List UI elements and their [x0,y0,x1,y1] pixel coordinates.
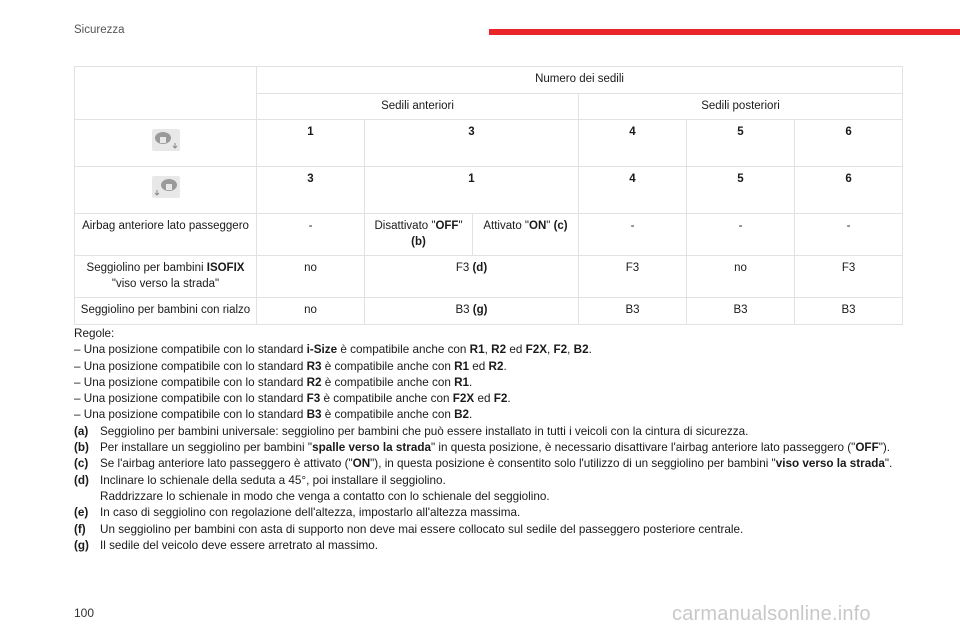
note-text: Se l'airbag anteriore lato passeggero è attivato ("ON"), in questa posizione è consentito solo l'utilizzo di un seggiolino per bambini "viso verso la strada". [100,457,893,471]
note-key: (e) [74,506,89,520]
note-text: Inclinare lo schienale della seduta a 45°, poi installare il seggiolino. Raddrizzare lo schienale in modo che venga a contatto con lo schienale del seggiolino. [100,473,550,503]
cell-value: 6 [795,120,903,167]
cell-value: 3 [257,167,365,214]
note-text: Un seggiolino per bambini con asta di supporto non deve mai essere collocato sul sedile del passeggero posteriore centrale. [100,522,744,536]
front-seats-header: Sedili anteriori [257,93,579,120]
note-text: In caso di seggiolino con regolazione dell'altezza, impostarlo all'altezza massima. [100,506,521,520]
row-label: Seggiolino per bambini con rialzo [75,298,257,325]
cell-value: 3 [365,120,579,167]
section-title: Sicurezza [74,24,125,36]
cell-value: no [257,298,365,325]
note-item [74,522,904,538]
row-label: Airbag anteriore lato passeggero [75,214,257,256]
seat-airbag-icon [149,173,183,201]
note-item [74,538,904,554]
seat-airbag-icon [149,126,183,154]
table-row [75,120,903,167]
rule-item: – Una posizione compatibile con lo standard R2 è compatibile anche con R1. [74,375,473,389]
note-text: Seggiolino per bambini universale: seggiolino per bambini che può essere installato in tutti i veicoli con la cintura di sicurezza. [100,424,749,438]
watermark: carmanualsonline.info [672,603,871,625]
rule-item: – Una posizione compatibile con lo standard R3 è compatibile anche con R1 ed R2. [74,359,507,373]
cell-value: Attivato "ON" (c) [473,214,579,256]
page-number: 100 [74,606,95,620]
note-key: (g) [74,538,89,552]
rules-heading: Regole: [74,327,115,340]
table-title: Numero dei sedili [257,67,903,94]
cell-value: 4 [579,120,687,167]
table-row [75,298,903,325]
rear-seats-header: Sedili posteriori [579,93,903,120]
cell-value: Disattivato "OFF" (b) [365,214,473,256]
row-icon-cell [75,120,257,167]
note-item [74,440,904,456]
row-label: Seggiolino per bambini ISOFIX "viso verso la strada" [75,256,257,298]
cell-value: no [687,256,795,298]
table-row [75,256,903,298]
note-key: (d) [74,473,89,487]
cell-value: no [257,256,365,298]
cell-value: B3 [579,298,687,325]
cell-value: 1 [257,120,365,167]
note-text: Per installare un seggiolino per bambini "spalle verso la strada" in questa posizione, è necessario disattivare l'airbag anteriore lato passeggero ("OFF"). [100,441,891,455]
note-item [74,424,904,440]
table-row [75,167,903,214]
accent-bar [489,29,960,35]
rule-item: – Una posizione compatibile con lo standard B3 è compatibile anche con B2. [74,408,473,422]
cell-value: 4 [579,167,687,214]
table-row [75,214,903,256]
cell-value: 6 [795,167,903,214]
note-item [74,505,904,521]
note-key: (f) [74,522,86,536]
cell-value: F3 [795,256,903,298]
cell-value: 5 [687,167,795,214]
cell-value: 1 [365,167,579,214]
cell-value: - [257,214,365,256]
cell-value: F3 (d) [365,256,579,298]
seat-compatibility-table [74,66,903,325]
note-text: Il sedile del veicolo deve essere arretrato al massimo. [100,538,379,552]
cell-value: B3 [795,298,903,325]
cell-value: - [687,214,795,256]
note-item [74,456,904,472]
cell-value: - [579,214,687,256]
note-item [74,473,904,506]
note-key: (a) [74,424,89,438]
rule-item: – Una posizione compatibile con lo standard F3 è compatibile anche con F2X ed F2. [74,392,511,406]
cell-value: 5 [687,120,795,167]
cell-value: B3 [687,298,795,325]
table-corner-cell [75,67,257,120]
note-key: (b) [74,441,89,455]
rule-item: – Una posizione compatibile con lo standard i-Size è compatibile anche con R1, R2 ed F2X, F2, B2. [74,343,592,357]
cell-value: B3 (g) [365,298,579,325]
cell-value: F3 [579,256,687,298]
note-key: (c) [74,457,89,471]
cell-value: - [795,214,903,256]
row-icon-cell [75,167,257,214]
rules-section [74,326,904,554]
